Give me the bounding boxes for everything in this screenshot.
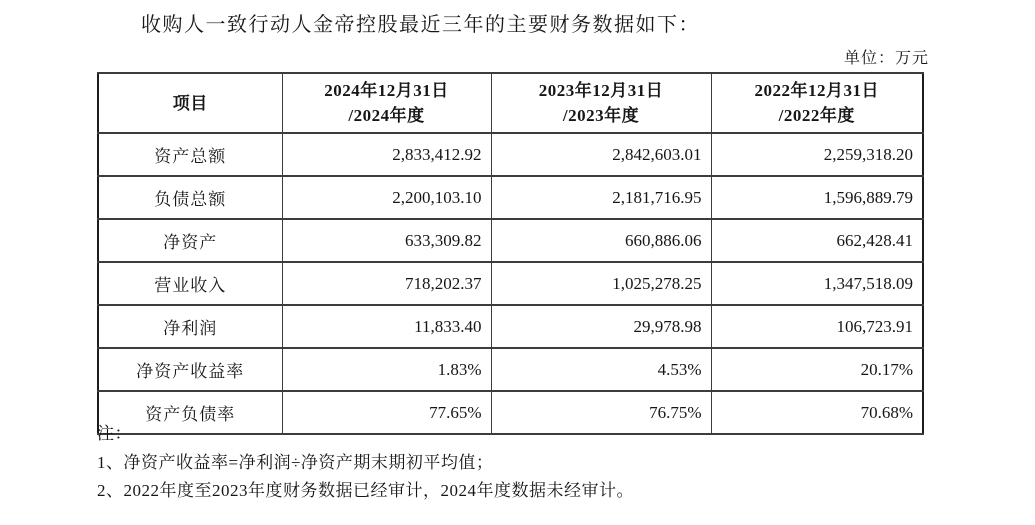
value-2024: 633,309.82 xyxy=(282,219,491,262)
value-2022: 20.17% xyxy=(711,348,923,391)
header-2024-date: 2024年12月31日 xyxy=(324,81,449,100)
row-label: 资产总额 xyxy=(98,133,282,176)
value-2023: 2,842,603.01 xyxy=(491,133,711,176)
note-line-1: 1、净资产收益率=净利润÷净资产期末期初平均值； xyxy=(97,452,494,472)
row-label: 净利润 xyxy=(98,305,282,348)
row-label: 净资产收益率 xyxy=(98,348,282,391)
header-2022-column xyxy=(711,73,923,133)
row-label: 负债总额 xyxy=(98,176,282,219)
row-label: 资产负债率 xyxy=(98,391,282,434)
unit-label: 单位：万元 xyxy=(843,50,929,67)
table-header-row xyxy=(98,73,923,133)
value-2023: 660,886.06 xyxy=(491,219,711,262)
header-2022-date: 2022年12月31日 xyxy=(754,81,879,100)
table-row-roe xyxy=(98,348,923,391)
value-2024: 11,833.40 xyxy=(282,305,491,348)
value-2024: 2,833,412.92 xyxy=(282,133,491,176)
header-2023-period: /2023年度 xyxy=(562,106,640,125)
value-2022: 70.68% xyxy=(711,391,923,434)
value-2022: 662,428.41 xyxy=(711,219,923,262)
header-2023-date: 2023年12月31日 xyxy=(538,81,664,100)
financial-data-table xyxy=(97,72,924,435)
value-2022: 2,259,318.20 xyxy=(711,133,923,176)
value-2024: 77.65% xyxy=(282,391,491,434)
table-row-net-assets xyxy=(98,219,923,262)
value-2023: 1,025,278.25 xyxy=(491,262,711,305)
notes-label: 注： xyxy=(97,424,132,443)
row-label: 营业收入 xyxy=(98,262,282,305)
header-2022-period: /2022年度 xyxy=(778,106,855,125)
row-label: 净资产 xyxy=(98,219,282,262)
value-2023: 4.53% xyxy=(491,348,711,391)
header-item-column: 项目 xyxy=(98,73,282,133)
section-title: 收购人一致行动人金帝控股最近三年的主要财务数据如下： xyxy=(141,14,700,36)
table-row-total-assets xyxy=(98,133,923,176)
value-2024: 2,200,103.10 xyxy=(282,176,491,219)
value-2024: 1.83% xyxy=(282,348,491,391)
value-2022: 1,347,518.09 xyxy=(711,262,923,305)
table-row-operating-revenue xyxy=(98,262,923,305)
header-2024-column xyxy=(282,73,491,133)
value-2023: 29,978.98 xyxy=(491,305,711,348)
header-2023-column xyxy=(491,73,711,133)
value-2022: 106,723.91 xyxy=(711,305,923,348)
value-2023: 2,181,716.95 xyxy=(491,176,711,219)
value-2023: 76.75% xyxy=(491,391,711,434)
table-row-net-profit xyxy=(98,305,923,348)
notes-block xyxy=(97,420,634,506)
value-2024: 718,202.37 xyxy=(282,262,491,305)
header-2024-period: /2024年度 xyxy=(348,106,425,125)
table-row-total-liabilities xyxy=(98,176,923,219)
value-2022: 1,596,889.79 xyxy=(711,176,923,219)
note-line-2: 2、2022年度至2023年度财务数据已经审计，2024年度数据未经审计。 xyxy=(97,481,634,500)
